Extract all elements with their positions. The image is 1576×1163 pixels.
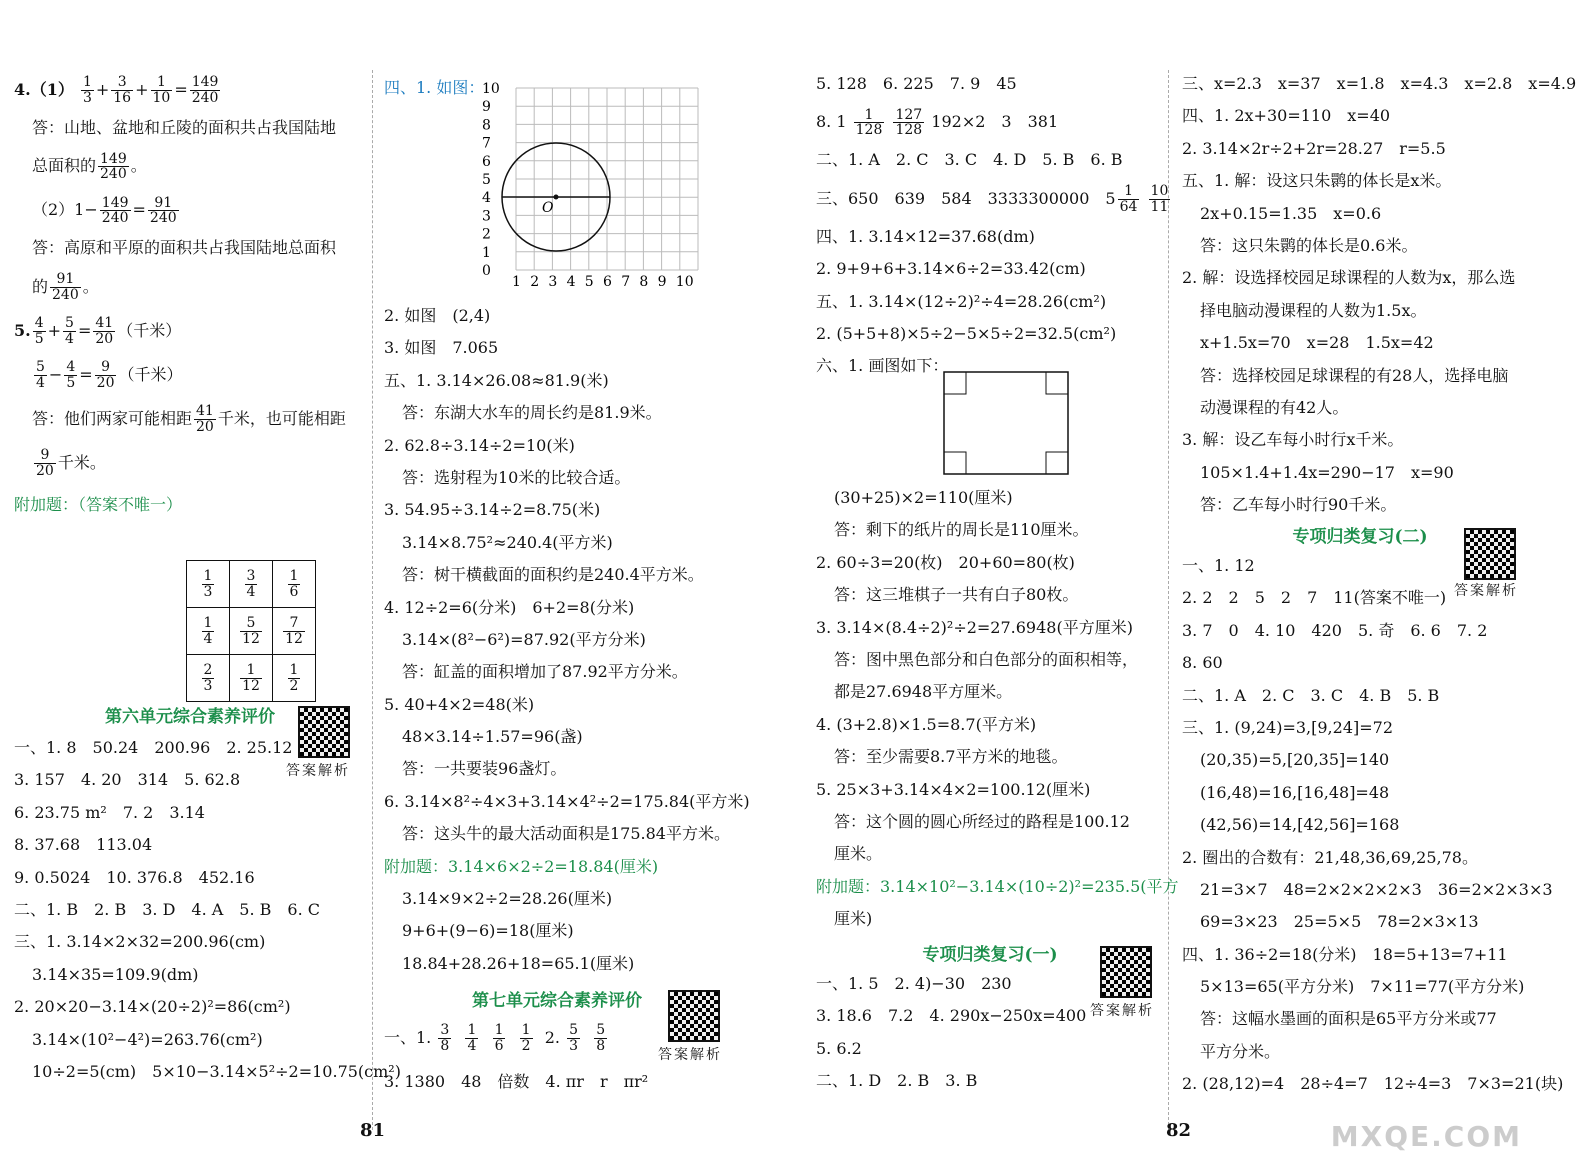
q5-equation: $\frac{5}{4}$ − $\frac{4}{5}$ = $\frac{9}{20}$ （千米） [36, 359, 183, 391]
column-1 [14, 68, 364, 521]
answer-line: 18.84+28.26+18=65.1(厘米) [402, 953, 635, 973]
answer-line: 2. 2 2 5 2 7 11(答案不唯一) [1182, 588, 1447, 608]
column-4 [1182, 68, 1576, 521]
answer-line: 答：这三堆棋子一共有白子80枚。 [834, 585, 1079, 605]
unit6-title: 第六单元综合素养评价 [105, 707, 275, 727]
unit7-line1: 一、1. $\frac{3}{8}$ $\frac{1}{4}$ $\frac{1}{6}$ $\frac{1}{2}$ 2. $\frac{5}{3}$ $\frac{5}{8}$ [384, 1022, 606, 1054]
answer-line: 2. 圈出的合数有：21,48,36,69,25,78。 [1182, 847, 1478, 867]
y-tick-label: 0 [482, 263, 491, 279]
q5-equation: 5. $\frac{4}{5}$ + $\frac{5}{4}$ = $\frac{41}{20}$ （千米） [14, 315, 182, 347]
coordinate-grid [476, 80, 706, 290]
answer-line: 二、1. A 2. C 3. C 4. D 5. B 6. B [816, 150, 1123, 170]
column-3b [816, 482, 1179, 935]
answer-line: 二、1. A 2. C 3. C 4. B 5. B [1182, 685, 1440, 705]
answer-line: 3.14×(10²−4²)=263.76(cm²) [32, 1029, 263, 1049]
unit6-answers [14, 732, 401, 1088]
answer-line: 答：选射程为10米的比较合适。 [402, 467, 631, 487]
answer-line: 厘米。 [834, 844, 883, 864]
watermark: MXQE.COM [1330, 1120, 1522, 1153]
answer-line: 答：一共要装96盏灯。 [402, 759, 567, 779]
x-tick-label: 7 [621, 274, 631, 290]
answer-line: 3.14×8.75²≈240.4(平方米) [402, 532, 613, 552]
answer-line: 四、1. 2x+30=110 x=40 [1182, 106, 1391, 126]
qr-label: 答案解析 [1090, 1003, 1154, 1019]
answer-line: 答：树干横截面的面积约是240.4平方米。 [402, 565, 704, 585]
answer-line: 四、1. 36÷2=18(分米) 18=5+13=7+11 [1182, 944, 1508, 964]
answer-line: 答：乙车每小时行90千米。 [1200, 495, 1397, 515]
y-tick-label: 8 [482, 117, 491, 134]
answer-line: 答：他们两家可能相距 $\frac{41}{20}$ 千米，也可能相距 [32, 403, 346, 435]
answer-line: 五、1. 3.14×26.08≈81.9(米) [384, 370, 609, 390]
answer-line: 一、1. 12 [1182, 556, 1255, 575]
answer-line: 五、1. 3.14×(12÷2)²÷4=28.26(cm²) [816, 291, 1107, 311]
answer-line: 3. 157 4. 20 314 5. 62.8 [14, 770, 241, 790]
answer-line: 2. 解：设选择校园足球课程的人数为x，那么选 [1182, 268, 1516, 288]
answer-line: 答：这个圆的圆心所经过的路程是100.12 [834, 811, 1130, 831]
answer-line: 5. 25×3+3.14×4×2=100.12(厘米) [816, 779, 1091, 799]
y-tick-label: 6 [482, 153, 491, 170]
answer-line: 8. 37.68 113.04 [14, 835, 153, 855]
q4-part2: （2）1− $\frac{149}{240}$ = $\frac{91}{240}$ [32, 194, 177, 227]
qr-code-icon[interactable] [668, 990, 720, 1042]
answer-line: 答：高原和平原的面积共占我国陆地总面积 [32, 238, 337, 258]
page-number-right: 82 [1166, 1120, 1192, 1141]
column-divider [372, 70, 373, 1130]
answer-line: 3. 解：设乙车每小时行x千米。 [1182, 430, 1404, 450]
x-tick-label: 6 [603, 274, 612, 290]
y-tick-label: 1 [482, 244, 491, 261]
x-tick-label: 8 [639, 274, 649, 290]
x-tick-label: 10 [675, 274, 694, 290]
q4-label: 四、1. 如图： [384, 78, 485, 97]
column-divider [1168, 70, 1169, 1130]
answer-line: 答：剩下的纸片的周长是110厘米。 [834, 520, 1089, 540]
answer-line: 4. (3+2.8)×1.5=8.7(平方米) [816, 714, 1037, 734]
answer-line: 2x+0.15=1.35 x=0.6 [1200, 203, 1382, 223]
answer-line: 2. 60÷3=20(枚) 20+60=80(枚) [816, 552, 1075, 572]
q4-equation: 4.（1） $\frac{1}{3}$ + $\frac{3}{16}$ + $\frac{1}{10}$ = $\frac{149}{240}$ [14, 74, 219, 106]
y-tick-label: 10 [482, 81, 500, 97]
answer-line: 答：山地、盆地和丘陵的面积共占我国陆地 [32, 118, 337, 137]
answer-line: 8. 1 $\frac{1}{128}$ $\frac{127}{128}$ 192×2 3 381 [816, 106, 1059, 139]
answer-line: 一、1. 8 50.24 200.96 2. 25.12 [14, 738, 293, 757]
answer-line: 5. 6.2 [816, 1038, 862, 1058]
answer-line: 附加题：3.14×6×2÷2=18.84(厘米) [384, 856, 659, 876]
square-drawing [942, 370, 1072, 478]
answer-line: 答：这幅水墨画的面积是65平方分米或77 [1200, 1009, 1497, 1029]
y-tick-label: 3 [482, 208, 491, 225]
answer-line: 5. 40+4×2=48(米) [384, 694, 535, 714]
answer-line: 69=3×23 25=5×5 78=2×3×13 [1200, 912, 1479, 932]
answer-line: 三、x=2.3 x=37 x=1.8 x=4.3 x=2.8 x=4.9 [1182, 74, 1576, 93]
answer-line: 3. 18.6 7.2 4. 290x−250x=400 [816, 1006, 1087, 1026]
answer-line: 答：这只朱鹮的体长是0.6米。 [1200, 235, 1418, 255]
answer-line: 5. 128 6. 225 7. 9 45 [816, 74, 1017, 93]
center-label: O [542, 200, 554, 216]
magic-square: $\frac{1}{3}$ $\frac{3}{4}$ $\frac{1}{6}$ $\frac{1}{4}$ $\frac{5}{12}$ $\frac{7}{12}$ $\frac{2}{3}$ $\frac{1}{12}$ $\frac{1}{2}$ [186, 560, 316, 702]
y-tick-label: 9 [482, 99, 491, 116]
column-4b [1182, 550, 1564, 1101]
x-tick-label: 9 [657, 274, 667, 290]
answer-line: 2. (28,12)=4 28÷4=7 12÷4=3 7×3=21(块) [1182, 1074, 1564, 1094]
answer-line: 三、1. (9,24)=3,[9,24]=72 [1182, 717, 1394, 737]
answer-line: 四、1. 3.14×12=37.68(dm) [816, 226, 1035, 246]
answer-line: x+1.5x=70 x=28 1.5x=42 [1200, 333, 1434, 353]
answer-line: 2. 9+9+6+3.14×6÷2=33.42(cm) [816, 259, 1086, 279]
answer-line: 总面积的 $\frac{149}{240}$ 。 [32, 150, 147, 183]
answer-line: 2. 62.8÷3.14÷2=10(米) [384, 435, 575, 455]
answer-line: 择电脑动漫课程的人数为1.5x。 [1200, 300, 1427, 320]
x-tick-label: 1 [512, 274, 521, 290]
answer-line: (30+25)×2=110(厘米) [834, 488, 1013, 507]
answer-line: 10÷2=5(cm) 5×10−3.14×5²÷2=10.75(cm²) [32, 1061, 401, 1081]
answer-line: 的 $\frac{91}{240}$ 。 [32, 271, 99, 303]
extra-label: 附加题：（答案不唯一） [14, 494, 183, 514]
answer-line: 一、1. 5 2. 4)−30 230 [816, 974, 1012, 993]
column-3c [816, 968, 1096, 1098]
answer-line: 动漫课程的有42人。 [1200, 397, 1349, 417]
answer-line: 9. 0.5024 10. 376.8 452.16 [14, 867, 255, 887]
unit7-title: 第七单元综合素养评价 [472, 991, 642, 1011]
answer-line: 3.14×35=109.9(dm) [32, 964, 199, 984]
answer-line: (16,48)=16,[16,48]=48 [1200, 782, 1390, 802]
x-tick-label: 4 [566, 274, 576, 290]
answer-line: 2. 如图 (2,4) [384, 306, 491, 325]
answer-line: 3. 如图 7.065 [384, 338, 499, 358]
answer-line: 48×3.14÷1.57=96(盏) [402, 727, 583, 747]
review1-title: 专项归类复习(一) [922, 945, 1058, 965]
answer-line: 厘米) [834, 909, 873, 929]
answer-line: 3. 3.14×(8.4÷2)²÷2=27.6948(平方厘米) [816, 617, 1133, 637]
answer-line: 六、1. 画图如下： [816, 356, 949, 376]
center-dot [554, 195, 559, 200]
answer-line: 答：这头牛的最大活动面积是175.84平方米。 [402, 824, 730, 844]
answer-line: 三、650 639 584 3333300000 5 $\frac{1}{64}$ $\frac{10}{11}$ [816, 183, 1169, 215]
answer-line: 3. 7 0 4. 10 420 5. 奇 6. 6 7. 2 [1182, 620, 1488, 640]
column-3 [816, 68, 1169, 383]
qr-label: 答案解析 [286, 763, 350, 779]
qr-label: 答案解析 [1454, 583, 1518, 599]
qr-label: 答案解析 [658, 1047, 722, 1063]
answer-line: 3. 1380 48 倍数 4. πr r πr² [384, 1072, 649, 1091]
qr-code-icon[interactable] [1100, 946, 1152, 998]
y-tick-label: 2 [482, 226, 491, 243]
answer-line: 二、1. B 2. B 3. D 4. A 5. B 6. C [14, 899, 321, 919]
y-tick-label: 4 [482, 190, 491, 207]
answer-line: 答：缸盖的面积增加了87.92平方分米。 [402, 662, 688, 682]
review2-title: 专项归类复习(二) [1292, 527, 1428, 547]
column-2 [384, 300, 768, 980]
x-tick-label: 3 [548, 274, 558, 290]
answer-line: 4. 12÷2=6(分米) 6+2=8(分米) [384, 597, 635, 617]
answer-line: $\frac{9}{20}$ 千米。 [36, 447, 106, 479]
answer-line: 5×13=65(平方分米) 7×11=77(平方分米) [1200, 977, 1525, 997]
x-tick-label: 2 [530, 274, 540, 290]
answer-line: 2. 20×20−3.14×(20÷2)²=86(cm²) [14, 997, 291, 1017]
answer-line: (20,35)=5,[20,35]=140 [1200, 750, 1390, 770]
answer-line: 2. 3.14×2r÷2+2r=28.27 r=5.5 [1182, 138, 1446, 158]
answer-line: 21=3×7 48=2×2×2×2×3 36=2×2×3×3 [1200, 879, 1553, 899]
answer-line: 答：至少需要8.7平方米的地毯。 [834, 747, 1068, 767]
page-number-left: 81 [360, 1120, 386, 1141]
answer-line: 105×1.4+1.4x=290−17 x=90 [1200, 462, 1454, 482]
answer-line: 答：东湖大水车的周长约是81.9米。 [402, 403, 662, 423]
answer-line: 3. 54.95÷3.14÷2=8.75(米) [384, 500, 601, 520]
answer-line: 答：选择校园足球课程的有28人，选择电脑 [1200, 365, 1509, 385]
answer-line: 都是27.6948平方厘米。 [834, 682, 1013, 702]
answer-line: 平方分米。 [1200, 1041, 1281, 1061]
y-tick-label: 7 [482, 135, 491, 152]
answer-line: 6. 3.14×8²÷4×3+3.14×4²÷2=175.84(平方米) [384, 791, 750, 811]
answer-line: 三、1. 3.14×2×32=200.96(cm) [14, 932, 266, 952]
answer-line: 6. 23.75 m² 7. 2 3.14 [14, 802, 205, 822]
answer-line: 五、1. 解：设这只朱鹮的体长是x米。 [1182, 171, 1452, 191]
x-tick-label: 5 [584, 274, 594, 290]
answer-line: 8. 60 [1182, 653, 1223, 673]
answer-line: 二、1. D 2. B 3. B [816, 1071, 978, 1091]
answer-line: 答：图中黑色部分和白色部分的面积相等， [834, 649, 1139, 669]
answer-line: 3.14×9×2÷2=28.26(厘米) [402, 889, 613, 909]
answer-line: 3.14×(8²−6²)=87.92(平方分米) [402, 629, 646, 649]
answer-line: (42,56)=14,[42,56]=168 [1200, 815, 1400, 835]
answer-line: 9+6+(9−6)=18(厘米) [402, 921, 574, 941]
y-tick-label: 5 [482, 172, 491, 188]
answer-line: 附加题：3.14×10²−3.14×(10÷2)²=235.5(平方 [816, 876, 1179, 896]
answer-line: 2. (5+5+8)×5÷2−5×5÷2=32.5(cm²) [816, 323, 1117, 343]
